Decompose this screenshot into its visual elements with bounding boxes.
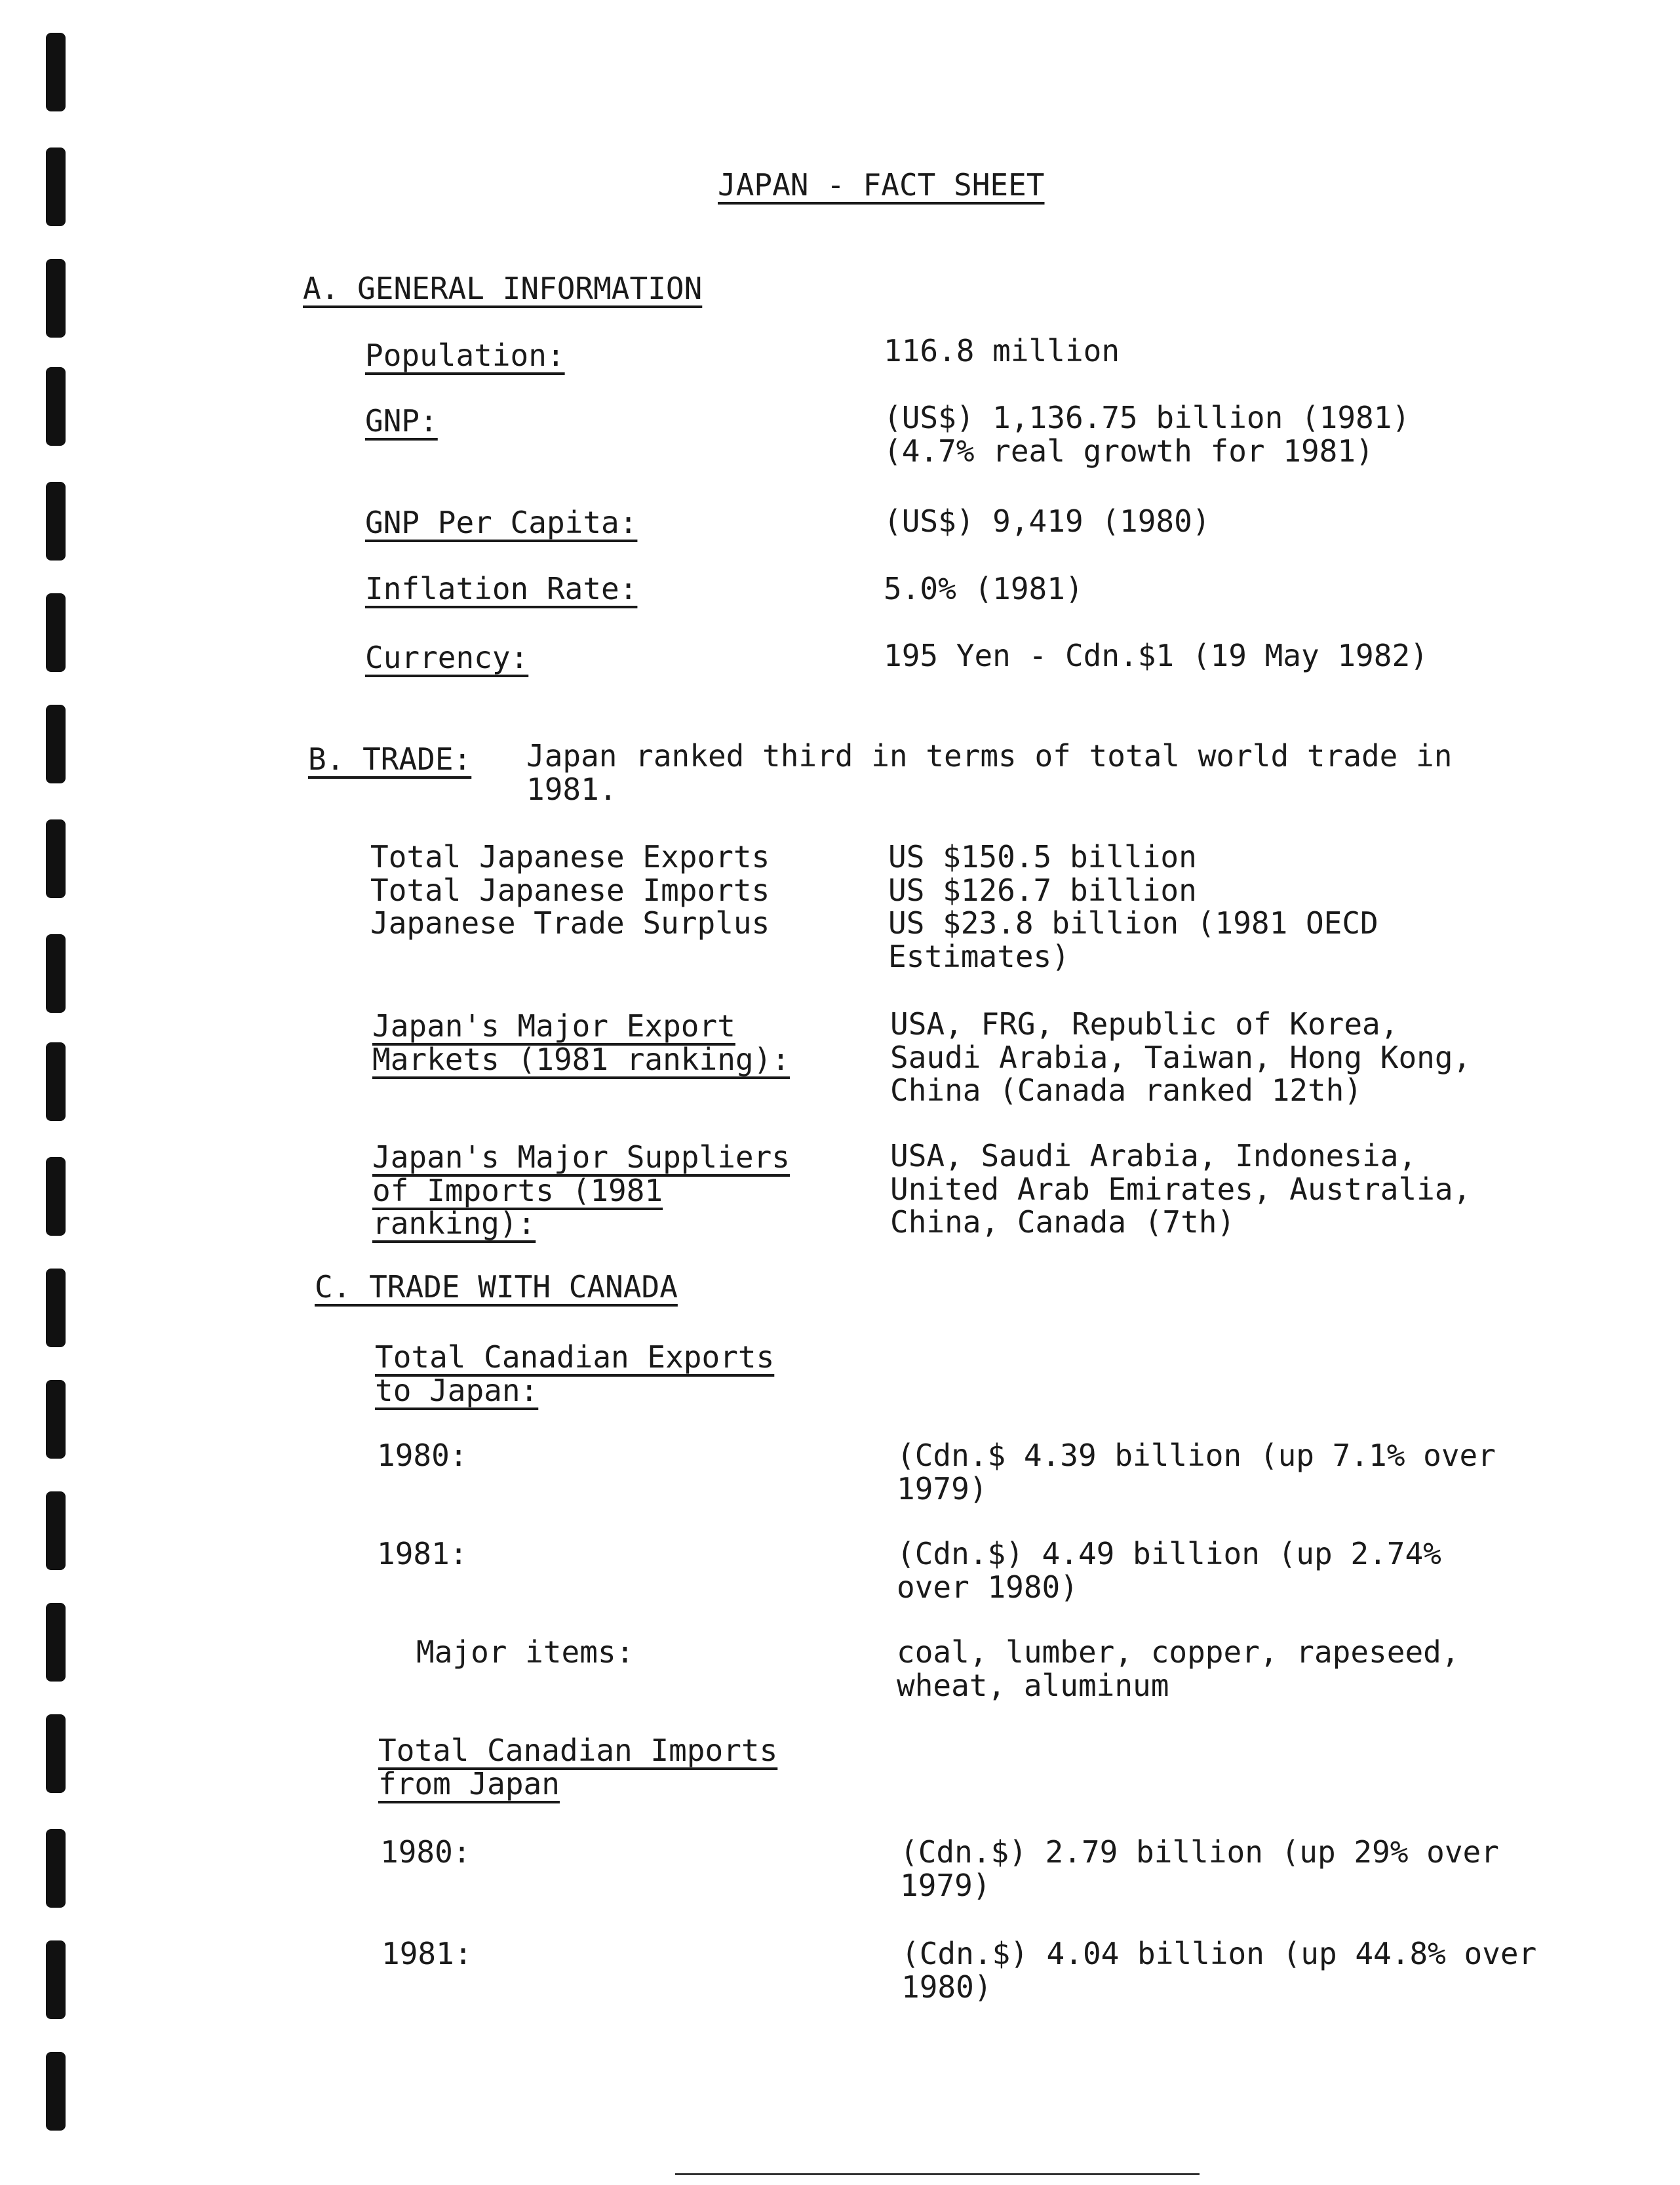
binder-hole [46, 705, 66, 783]
imports-1980-value: (Cdn.$) 2.79 billion (up 29% over 1979) [900, 1834, 1499, 1903]
imports-1981-value: (Cdn.$) 4.04 billion (up 44.8% over 1980) [901, 1936, 1537, 2005]
binder-hole [46, 1042, 66, 1121]
page-title: JAPAN - FACT SHEET [718, 167, 1045, 203]
gnp-label: GNP: [365, 403, 438, 439]
binder-hole [46, 1491, 66, 1570]
binder-hole [46, 1269, 66, 1347]
canadian-imports-label: Total Canadian Imports from Japan [378, 1733, 778, 1801]
binder-hole [46, 934, 66, 1013]
import-suppliers-label: Japan's Major Suppliers of Imports (1981 ranking): [372, 1139, 790, 1242]
gnp-value: (US$) 1,136.75 billion (1981) (4.7% real growth for 1981) [884, 400, 1411, 469]
exports-1981-label: 1981: [377, 1536, 468, 1571]
binder-hole [46, 1940, 66, 2019]
major-items-value: coal, lumber, copper, rapeseed, wheat, aluminum [897, 1634, 1460, 1703]
imports-1980-label: 1980: [380, 1834, 471, 1870]
binder-hole [46, 1829, 66, 1908]
export-markets-value: USA, FRG, Republic of Korea, Saudi Arabia, Taiwan, Hong Kong, China (Canada ranked 12th) [890, 1006, 1472, 1109]
binder-hole [46, 33, 66, 111]
population-label: Population: [365, 338, 565, 373]
currency-value: 195 Yen - Cdn.$1 (19 May 1982) [884, 638, 1428, 673]
inflation-rate-value: 5.0% (1981) [884, 571, 1084, 606]
binder-hole [46, 593, 66, 672]
binder-hole [46, 1157, 66, 1236]
exports-1981-value: (Cdn.$) 4.49 billion (up 2.74% over 1980) [897, 1536, 1441, 1605]
trade-totals-labels: Total Japanese Exports Total Japanese Imports Japanese Trade Surplus [370, 839, 770, 941]
canadian-exports-label: Total Canadian Exports to Japan: [375, 1339, 775, 1408]
binder-hole [46, 1714, 66, 1793]
section-b-heading: B. TRADE: [308, 741, 472, 777]
exports-1980-label: 1980: [377, 1438, 468, 1473]
section-a-heading: A. GENERAL INFORMATION [303, 271, 703, 306]
binder-hole [46, 148, 66, 226]
imports-1981-label: 1981: [381, 1936, 473, 1971]
population-value: 116.8 million [884, 333, 1120, 368]
binder-hole [46, 819, 66, 898]
export-markets-label: Japan's Major Export Markets (1981 ranking): [372, 1008, 790, 1077]
section-c-heading: C. TRADE WITH CANADA [315, 1269, 678, 1305]
binder-hole [46, 1380, 66, 1459]
binder-hole [46, 482, 66, 561]
trade-intro: Japan ranked third in terms of total world trade in 1981. [526, 738, 1453, 807]
currency-label: Currency: [365, 640, 529, 675]
inflation-rate-label: Inflation Rate: [365, 571, 638, 606]
exports-1980-value: (Cdn.$ 4.39 billion (up 7.1% over 1979) [897, 1438, 1496, 1506]
gnp-per-capita-label: GNP Per Capita: [365, 505, 638, 540]
major-items-label: Major items: [416, 1634, 635, 1670]
binder-hole [46, 2052, 66, 2131]
binder-hole [46, 259, 66, 338]
binder-hole [46, 367, 66, 446]
trade-totals-values: US $150.5 billion US $126.7 billion US $23.8 billion (1981 OECD Estimates) [888, 839, 1378, 974]
bottom-rule [675, 2173, 1200, 2175]
import-suppliers-value: USA, Saudi Arabia, Indonesia, United Arab Emirates, Australia, China, Canada (7th) [890, 1138, 1472, 1240]
gnp-per-capita-value: (US$) 9,419 (1980) [884, 503, 1211, 539]
binder-hole [46, 1603, 66, 1682]
